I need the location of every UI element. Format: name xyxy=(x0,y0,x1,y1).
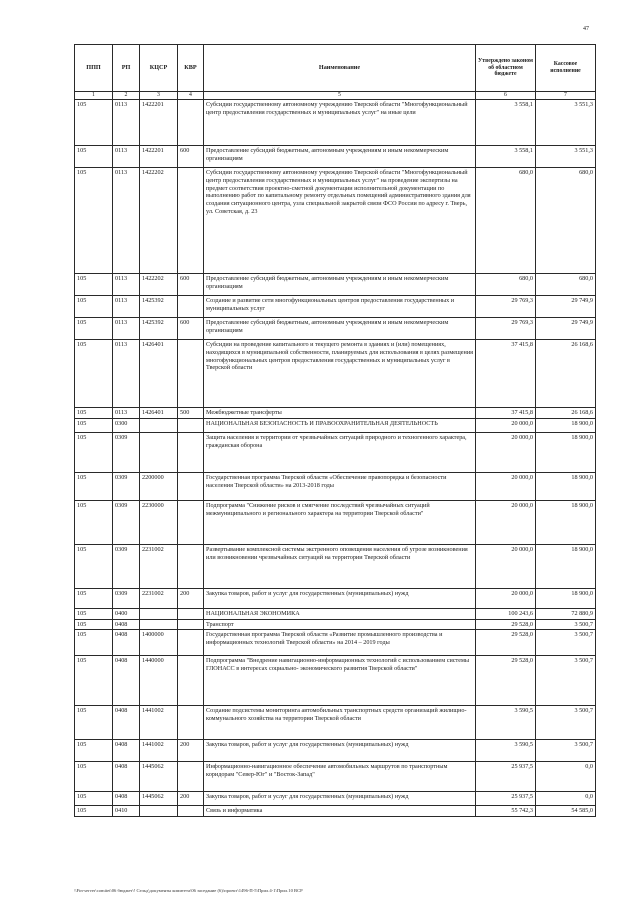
cell-approved: 20 000,0 xyxy=(476,472,536,500)
cell-executed: 18 900,0 xyxy=(536,418,596,432)
cell-approved: 20 000,0 xyxy=(476,418,536,432)
cell-ppp: 105 xyxy=(75,706,113,740)
cell-kcsr: 1440000 xyxy=(140,656,178,706)
cell-rp: 0300 xyxy=(113,418,140,432)
cell-ppp: 105 xyxy=(75,340,113,408)
cell-ppp: 105 xyxy=(75,740,113,762)
header-rp: РП xyxy=(113,45,140,92)
cell-approved: 680,0 xyxy=(476,168,536,274)
cell-kcsr xyxy=(140,806,178,817)
cell-ppp: 105 xyxy=(75,274,113,296)
cell-ppp: 105 xyxy=(75,762,113,792)
cell-rp: 0113 xyxy=(113,274,140,296)
table-row xyxy=(75,100,596,146)
cell-kvr xyxy=(178,706,204,740)
cell-name: НАЦИОНАЛЬНАЯ ЭКОНОМИКА xyxy=(204,608,476,619)
cell-kcsr: 1441002 xyxy=(140,740,178,762)
cell-rp: 0309 xyxy=(113,432,140,472)
cell-kvr xyxy=(178,168,204,274)
cell-kcsr: 1445062 xyxy=(140,792,178,806)
cell-approved: 20 000,0 xyxy=(476,432,536,472)
table-row xyxy=(75,168,596,274)
cell-ppp: 105 xyxy=(75,630,113,656)
cell-executed: 3 551,3 xyxy=(536,100,596,146)
cell-approved: 20 000,0 xyxy=(476,500,536,544)
cell-kcsr xyxy=(140,608,178,619)
cell-executed: 0,0 xyxy=(536,792,596,806)
cell-approved: 20 000,0 xyxy=(476,544,536,588)
cell-kvr xyxy=(178,656,204,706)
cell-approved: 3 558,1 xyxy=(476,146,536,168)
cell-approved: 3 558,1 xyxy=(476,100,536,146)
cell-executed: 3 500,7 xyxy=(536,619,596,630)
column-number: 5 xyxy=(204,92,476,100)
cell-kvr xyxy=(178,762,204,792)
cell-kcsr xyxy=(140,418,178,432)
cell-ppp: 105 xyxy=(75,168,113,274)
cell-approved: 100 243,6 xyxy=(476,608,536,619)
table-row xyxy=(75,318,596,340)
cell-kvr xyxy=(178,544,204,588)
cell-name: Связь и информатика xyxy=(204,806,476,817)
cell-rp: 0113 xyxy=(113,408,140,419)
cell-approved: 3 590,5 xyxy=(476,706,536,740)
header-name: Наименование xyxy=(204,45,476,92)
cell-rp: 0113 xyxy=(113,340,140,408)
table-body xyxy=(75,100,596,817)
cell-name: Создание подсистемы мониторинга автомобильных транспортных средств организаций жилищно-коммунального хозяйства на территории Тверской области xyxy=(204,706,476,740)
cell-rp: 0309 xyxy=(113,500,140,544)
column-number: 3 xyxy=(140,92,178,100)
cell-rp: 0408 xyxy=(113,619,140,630)
cell-name: Подпрограмма "Снижение рисков и смягчение последствий чрезвычайных ситуаций межмуниципального и регионального характера на территории Тверской области" xyxy=(204,500,476,544)
column-number: 2 xyxy=(113,92,140,100)
cell-approved: 25 937,5 xyxy=(476,762,536,792)
cell-kvr xyxy=(178,630,204,656)
cell-rp: 0113 xyxy=(113,100,140,146)
table-row xyxy=(75,296,596,318)
cell-kvr: 200 xyxy=(178,792,204,806)
cell-approved: 29 528,0 xyxy=(476,656,536,706)
cell-kvr xyxy=(178,100,204,146)
cell-ppp: 105 xyxy=(75,806,113,817)
cell-kcsr: 1425392 xyxy=(140,296,178,318)
file-path-footer: \\Fin-server\comitet\06 бюджет\! Сельд\документы комитета\06 заседание (6)\проект\1496-П-5\Прил.4-1\Прил.10 ВСР xyxy=(74,888,303,893)
header-kcsr: КЦСР xyxy=(140,45,178,92)
table-row xyxy=(75,656,596,706)
cell-name: Государственная программа Тверской области «Обеспечение правопорядка и безопасности населения Тверской области» на 2013-2018 годы xyxy=(204,472,476,500)
cell-kvr xyxy=(178,418,204,432)
cell-name: Закупка товаров, работ и услуг для государственных (муниципальных) нужд xyxy=(204,792,476,806)
cell-executed: 29 749,9 xyxy=(536,318,596,340)
cell-executed: 3 551,3 xyxy=(536,146,596,168)
cell-executed: 18 900,0 xyxy=(536,500,596,544)
cell-executed: 3 500,7 xyxy=(536,630,596,656)
cell-rp: 0113 xyxy=(113,168,140,274)
cell-kcsr: 2200000 xyxy=(140,472,178,500)
cell-rp: 0309 xyxy=(113,544,140,588)
table-row xyxy=(75,408,596,419)
cell-ppp: 105 xyxy=(75,588,113,608)
table-row xyxy=(75,432,596,472)
cell-approved: 29 769,3 xyxy=(476,296,536,318)
cell-rp: 0410 xyxy=(113,806,140,817)
cell-kcsr: 1425392 xyxy=(140,318,178,340)
cell-approved: 25 937,5 xyxy=(476,792,536,806)
cell-rp: 0113 xyxy=(113,296,140,318)
cell-ppp: 105 xyxy=(75,318,113,340)
cell-kvr: 600 xyxy=(178,274,204,296)
cell-rp: 0408 xyxy=(113,630,140,656)
cell-kvr xyxy=(178,296,204,318)
cell-name: Государственная программа Тверской области «Развитие промышленного производства и информационных технологий Тверской области» на 2014 – 2019 годы xyxy=(204,630,476,656)
cell-kvr xyxy=(178,432,204,472)
cell-rp: 0408 xyxy=(113,792,140,806)
table-row xyxy=(75,544,596,588)
cell-name: Закупка товаров, работ и услуг для государственных (муниципальных) нужд xyxy=(204,588,476,608)
table-row xyxy=(75,706,596,740)
cell-kvr: 200 xyxy=(178,740,204,762)
cell-kcsr: 1400000 xyxy=(140,630,178,656)
cell-kvr: 500 xyxy=(178,408,204,419)
cell-executed: 18 900,0 xyxy=(536,588,596,608)
cell-ppp: 105 xyxy=(75,544,113,588)
table-row xyxy=(75,588,596,608)
cell-kcsr: 1422201 xyxy=(140,146,178,168)
cell-name: Развертывание комплексной системы экстренного оповещения населения об угрозе возникновения или возникновении чрезвычайных ситуаций на территории Тверской области xyxy=(204,544,476,588)
header-approved: Утверждено законом об областном бюджете xyxy=(476,45,536,92)
header-kvr: КВР xyxy=(178,45,204,92)
budget-table xyxy=(74,44,596,817)
table-row xyxy=(75,274,596,296)
table-row xyxy=(75,762,596,792)
table-row xyxy=(75,619,596,630)
cell-executed: 0,0 xyxy=(536,762,596,792)
cell-executed: 18 900,0 xyxy=(536,472,596,500)
cell-kvr: 600 xyxy=(178,146,204,168)
cell-executed: 680,0 xyxy=(536,168,596,274)
header-executed: Кассовое исполнение xyxy=(536,45,596,92)
cell-kcsr: 2231002 xyxy=(140,544,178,588)
cell-executed: 29 749,9 xyxy=(536,296,596,318)
cell-kcsr: 1426401 xyxy=(140,408,178,419)
cell-kvr xyxy=(178,806,204,817)
page-number: 47 xyxy=(583,26,589,32)
cell-rp: 0309 xyxy=(113,588,140,608)
column-number-row xyxy=(75,92,596,100)
cell-ppp: 105 xyxy=(75,432,113,472)
cell-name: Межбюджетные трансферты xyxy=(204,408,476,419)
cell-rp: 0408 xyxy=(113,706,140,740)
cell-ppp: 105 xyxy=(75,296,113,318)
cell-name: Транспорт xyxy=(204,619,476,630)
cell-approved: 29 528,0 xyxy=(476,630,536,656)
cell-ppp: 105 xyxy=(75,656,113,706)
cell-rp: 0408 xyxy=(113,656,140,706)
cell-ppp: 105 xyxy=(75,792,113,806)
cell-ppp: 105 xyxy=(75,608,113,619)
table-row xyxy=(75,418,596,432)
cell-rp: 0408 xyxy=(113,740,140,762)
column-number: 4 xyxy=(178,92,204,100)
cell-kcsr xyxy=(140,619,178,630)
column-number: 7 xyxy=(536,92,596,100)
cell-rp: 0400 xyxy=(113,608,140,619)
cell-kcsr: 1422202 xyxy=(140,168,178,274)
cell-kvr xyxy=(178,619,204,630)
cell-name: Субсидии государственному автономному учреждению Тверской области "Многофункциональный центр предоставления государственных и муниципальных услуг" на проведение экспертизы на предмет соответствия проектно-сметной документации исполнительной документации по выполнению работ по капитальному ремонту отдельных помещений административного здания для создания ситуационного центра, узла специальной закрытой связи ФСО России по адресу г. Тверь, ул. Советская, д. 23 xyxy=(204,168,476,274)
cell-kcsr: 1422202 xyxy=(140,274,178,296)
cell-kvr xyxy=(178,472,204,500)
table-row xyxy=(75,472,596,500)
cell-name: Предоставление субсидий бюджетным, автономным учреждениям и иным некоммерческим организациям xyxy=(204,274,476,296)
cell-ppp: 105 xyxy=(75,472,113,500)
table-row xyxy=(75,792,596,806)
table-row xyxy=(75,146,596,168)
cell-ppp: 105 xyxy=(75,408,113,419)
cell-kvr: 200 xyxy=(178,588,204,608)
cell-name: НАЦИОНАЛЬНАЯ БЕЗОПАСНОСТЬ И ПРАВООХРАНИТЕЛЬНАЯ ДЕЯТЕЛЬНОСТЬ xyxy=(204,418,476,432)
cell-name: Субсидии государственному автономному учреждению Тверской области "Многофункциональный центр предоставления государственных и муниципальных услуг" на иные цели xyxy=(204,100,476,146)
cell-approved: 20 000,0 xyxy=(476,588,536,608)
cell-kcsr: 2231002 xyxy=(140,588,178,608)
cell-approved: 3 590,5 xyxy=(476,740,536,762)
cell-name: Предоставление субсидий бюджетным, автономным учреждениям и иным некоммерческим организациям xyxy=(204,318,476,340)
cell-name: Защита населения и территории от чрезвычайных ситуаций природного и техногенного характера, гражданская оборона xyxy=(204,432,476,472)
table-row xyxy=(75,806,596,817)
cell-kvr xyxy=(178,500,204,544)
cell-kcsr: 2230000 xyxy=(140,500,178,544)
cell-kcsr: 1441002 xyxy=(140,706,178,740)
cell-ppp: 105 xyxy=(75,418,113,432)
cell-kcsr: 1426401 xyxy=(140,340,178,408)
column-number: 1 xyxy=(75,92,113,100)
cell-ppp: 105 xyxy=(75,146,113,168)
cell-ppp: 105 xyxy=(75,100,113,146)
cell-executed: 26 168,6 xyxy=(536,340,596,408)
cell-approved: 29 769,3 xyxy=(476,318,536,340)
table-row xyxy=(75,740,596,762)
cell-approved: 55 742,3 xyxy=(476,806,536,817)
cell-kcsr xyxy=(140,432,178,472)
cell-kvr xyxy=(178,340,204,408)
cell-kvr xyxy=(178,608,204,619)
cell-kcsr: 1422201 xyxy=(140,100,178,146)
cell-rp: 0408 xyxy=(113,762,140,792)
cell-name: Информационно-навигационное обеспечение автомобильных маршрутов по транспортным коридорам "Север-Юг" и "Восток-Запад" xyxy=(204,762,476,792)
header-ppp: ППП xyxy=(75,45,113,92)
cell-name: Предоставление субсидий бюджетным, автономным учреждениям и иным некоммерческим организациям xyxy=(204,146,476,168)
cell-kcsr: 1445062 xyxy=(140,762,178,792)
cell-executed: 18 900,0 xyxy=(536,432,596,472)
cell-approved: 680,0 xyxy=(476,274,536,296)
cell-executed: 3 500,7 xyxy=(536,656,596,706)
cell-approved: 29 528,0 xyxy=(476,619,536,630)
column-number: 6 xyxy=(476,92,536,100)
cell-executed: 3 500,7 xyxy=(536,740,596,762)
cell-name: Создание и развитие сети многофункциональных центров предоставления государственных и муниципальных услуг xyxy=(204,296,476,318)
table-row xyxy=(75,608,596,619)
cell-rp: 0309 xyxy=(113,472,140,500)
cell-kvr: 600 xyxy=(178,318,204,340)
table-header-row xyxy=(75,45,596,92)
cell-name: Закупка товаров, работ и услуг для государственных (муниципальных) нужд xyxy=(204,740,476,762)
cell-executed: 26 168,6 xyxy=(536,408,596,419)
cell-executed: 680,0 xyxy=(536,274,596,296)
table-row xyxy=(75,500,596,544)
cell-approved: 37 415,8 xyxy=(476,340,536,408)
cell-approved: 37 415,8 xyxy=(476,408,536,419)
budget-table-container xyxy=(74,44,595,817)
cell-rp: 0113 xyxy=(113,146,140,168)
cell-executed: 54 585,0 xyxy=(536,806,596,817)
cell-name: Подпрограмма "Внедрение навигационно-информационных технологий с использованием системы ГЛОНАСС в интересах социально- экономического развития Тверской области" xyxy=(204,656,476,706)
cell-ppp: 105 xyxy=(75,500,113,544)
cell-executed: 18 900,0 xyxy=(536,544,596,588)
table-row xyxy=(75,340,596,408)
cell-rp: 0113 xyxy=(113,318,140,340)
cell-executed: 3 500,7 xyxy=(536,706,596,740)
cell-ppp: 105 xyxy=(75,619,113,630)
table-row xyxy=(75,630,596,656)
cell-executed: 72 880,9 xyxy=(536,608,596,619)
cell-name: Субсидии на проведение капитального и текущего ремонта в зданиях и (или) помещениях, находящихся в муниципальной собственности, планируемых для использования в целях размещения многофункциональных центров предоставления государственных и муниципальных услуг в Тверской области xyxy=(204,340,476,408)
